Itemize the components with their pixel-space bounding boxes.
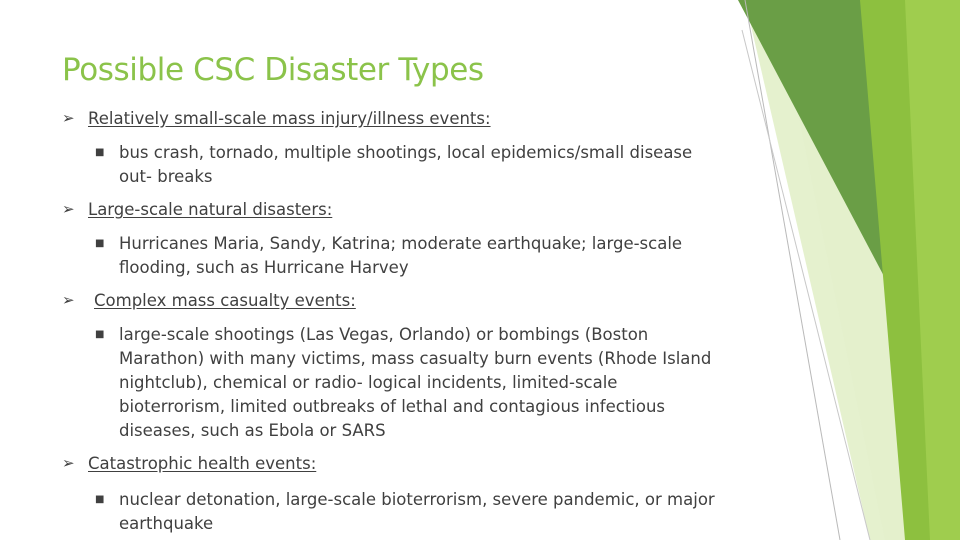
sub-bullet-text: bus crash, tornado, multiple shootings, local epidemics/small disease out- breaks <box>119 143 693 186</box>
arrowhead-bullet-icon: ➢ <box>62 200 75 218</box>
bullet-heading: Complex mass casualty events: <box>94 291 356 310</box>
square-bullet-icon: ■ <box>95 329 105 340</box>
square-bullet-icon: ■ <box>95 494 105 505</box>
sub-bullet-text: large-scale shootings (Las Vegas, Orlando) or bombings (Boston Marathon) with many victims, mass casualty burn events (Rhode Island nightclub), chemical or radio- logical incidents, limited-scale bioterrorism, limited outbreaks of lethal and contagious infectious diseases, such as Ebola or SARS <box>119 325 712 440</box>
sub-bullet-item <box>95 488 720 536</box>
sub-bullet-item <box>95 232 720 280</box>
sub-bullet-text: Hurricanes Maria, Sandy, Katrina; moderate earthquake; large-scale flooding, such as Hurricane Harvey <box>119 234 683 277</box>
arrowhead-bullet-icon: ➢ <box>62 291 75 309</box>
square-bullet-icon: ■ <box>95 147 105 158</box>
sub-bullet-text: nuclear detonation, large-scale bioterrorism, severe pandemic, or major earthquake <box>119 490 715 533</box>
arrowhead-bullet-icon: ➢ <box>62 109 75 127</box>
bullet-heading: Relatively small-scale mass injury/illness events: <box>88 109 491 128</box>
slide-title: Possible CSC Disaster Types <box>62 52 484 88</box>
bullet-heading: Catastrophic health events: <box>88 454 317 473</box>
sub-bullet-item <box>95 141 720 189</box>
arrowhead-bullet-icon: ➢ <box>62 454 75 472</box>
bullet-heading: Large-scale natural disasters: <box>88 200 333 219</box>
sub-bullet-item <box>95 323 720 443</box>
square-bullet-icon: ■ <box>95 238 105 249</box>
